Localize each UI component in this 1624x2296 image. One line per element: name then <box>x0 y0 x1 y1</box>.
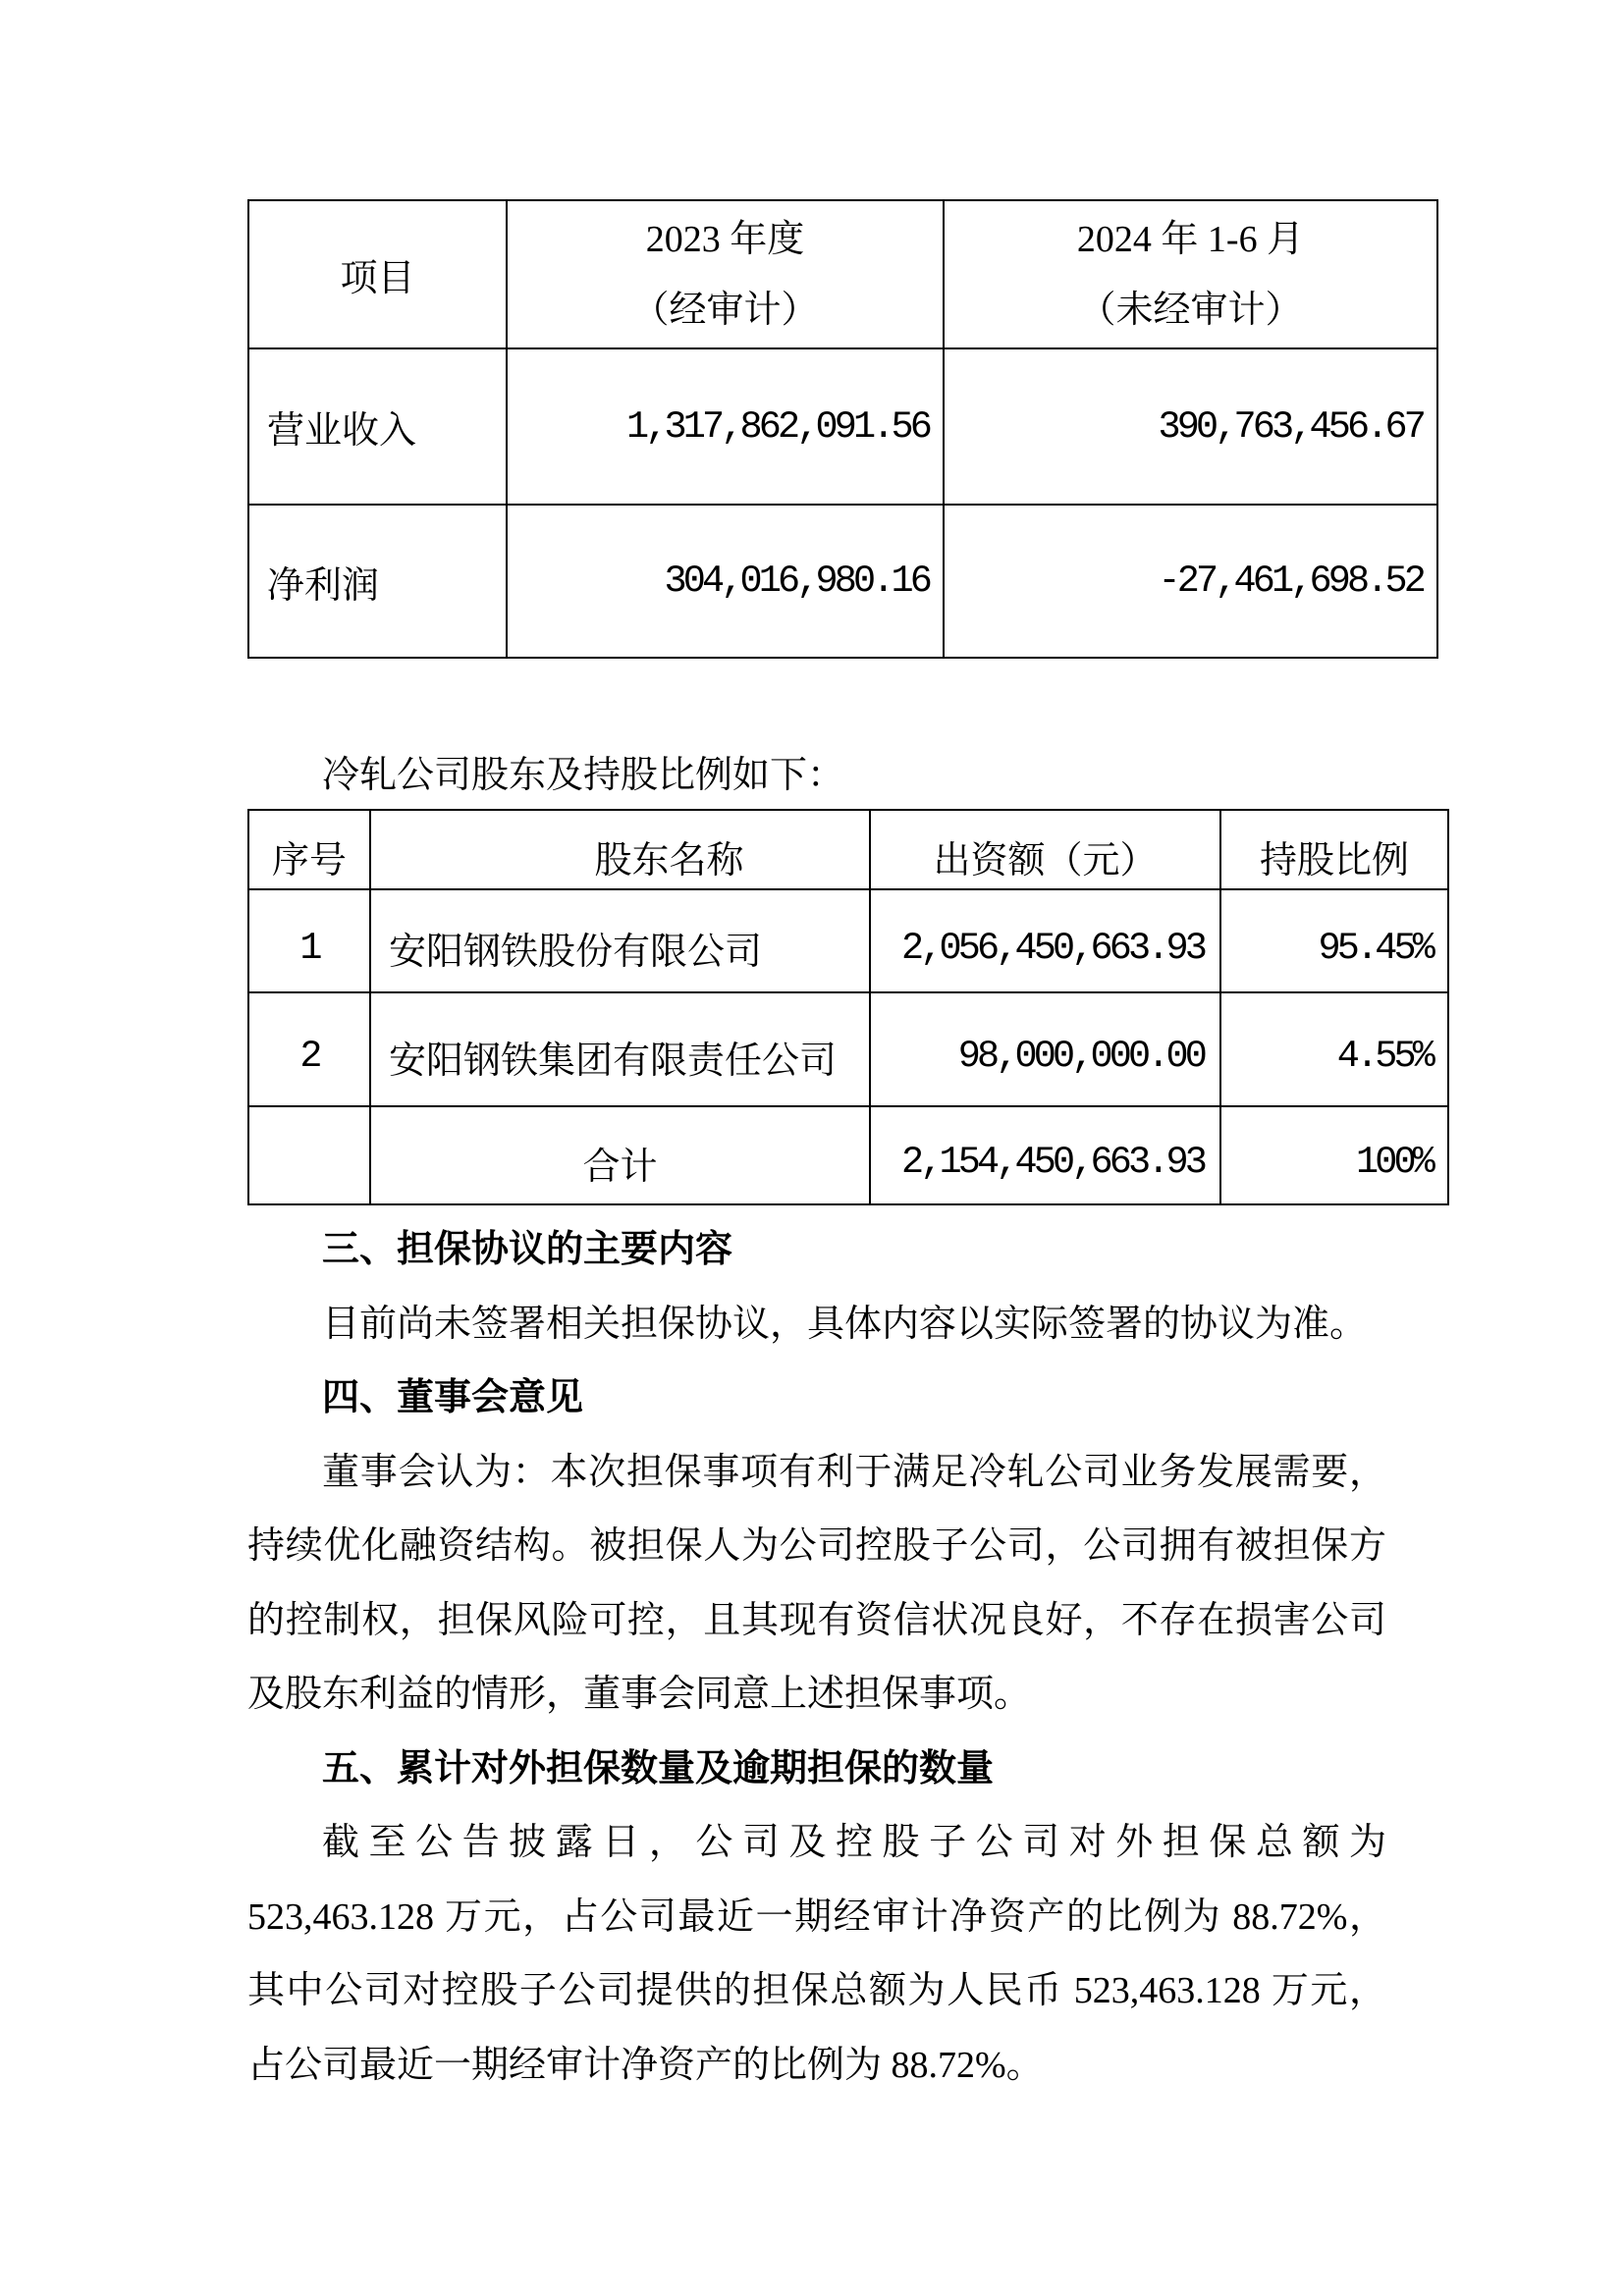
share-ratio: 4.55% <box>1220 992 1448 1106</box>
header-2024-h1 <box>944 200 1437 348</box>
table-header-row <box>248 810 1448 889</box>
paragraph-line: 董事会认为：本次担保事项有利于满足冷轧公司业务发展需要， <box>322 1451 1386 1493</box>
total-share-ratio: 100% <box>1220 1106 1448 1204</box>
total-capital-amount: 2,154,450,663.93 <box>870 1106 1220 1204</box>
body-text <box>247 1213 1386 2103</box>
header-no: 序号 <box>248 810 370 889</box>
section-board-opinion <box>247 1362 1386 1733</box>
section-heading: 五、累计对外担保数量及逾期担保的数量 <box>322 1747 995 1789</box>
row-label: 营业收入 <box>248 348 507 505</box>
row-no: 1 <box>248 889 370 992</box>
section-cumulative-guarantees <box>247 1733 1386 2104</box>
table-row-revenue <box>248 348 1437 505</box>
table-row-net-profit <box>248 505 1437 658</box>
paragraph-line: 截至公告披露日，公司及控股子公司对外担保总额为 <box>322 1822 1386 1863</box>
header-share-ratio: 持股比例 <box>1220 810 1448 889</box>
header-capital-amount: 出资额（元） <box>870 810 1220 889</box>
paragraph-line: 的控制权，担保风险可控，且其现有资信状况良好，不存在损害公司 <box>247 1599 1386 1641</box>
capital-amount: 2,056,450,663.93 <box>870 889 1220 992</box>
shareholder-name: 安阳钢铁股份有限公司 <box>370 889 870 992</box>
paragraph-line: 其中公司对控股子公司提供的担保总额为人民币 523,463.128 万元， <box>247 1970 1386 2011</box>
value-2023: 304,016,980.16 <box>507 505 944 658</box>
capital-amount: 98,000,000.00 <box>870 992 1220 1106</box>
shareholders-table <box>247 809 1449 1205</box>
shareholders-intro: 冷轧公司股东及持股比例如下： <box>322 755 845 796</box>
header-2023 <box>507 200 944 348</box>
section-guarantee-agreement <box>247 1213 1386 1362</box>
total-label: 合计 <box>370 1106 870 1204</box>
paragraph-line: 占公司最近一期经审计净资产的比例为 88.72%。 <box>247 2044 1044 2086</box>
shareholder-name: 安阳钢铁集团有限责任公司 <box>370 992 870 1106</box>
header-shareholder-name: 股东名称 <box>370 810 870 889</box>
table-row <box>248 889 1448 992</box>
value-2024-h1: -27,461,698.52 <box>944 505 1437 658</box>
table-row <box>248 992 1448 1106</box>
paragraph-line: 523,463.128 万元，占公司最近一期经审计净资产的比例为 88.72%， <box>247 1896 1386 1938</box>
header-2024-audit-status: （未经审计） <box>1078 289 1303 331</box>
share-ratio: 95.45% <box>1220 889 1448 992</box>
header-2024-period: 2024 年 1-6 月 <box>1076 218 1305 260</box>
section-heading: 四、董事会意见 <box>322 1377 584 1418</box>
paragraph-line: 及股东利益的情形，董事会同意上述担保事项。 <box>247 1674 1032 1715</box>
header-2023-period: 2023 年度 <box>645 218 805 260</box>
section-heading: 三、担保协议的主要内容 <box>322 1229 733 1270</box>
row-label: 净利润 <box>248 505 507 658</box>
table-total-row <box>248 1106 1448 1204</box>
value-2023: 1,317,862,091.56 <box>507 348 944 505</box>
paragraph-line: 持续优化融资结构。被担保人为公司控股子公司，公司拥有被担保方 <box>247 1525 1386 1567</box>
header-item: 项目 <box>248 200 507 348</box>
financial-summary-table <box>247 199 1438 659</box>
value-2024-h1: 390,763,456.67 <box>944 348 1437 505</box>
table-header-row <box>248 200 1437 348</box>
row-no-empty <box>248 1106 370 1204</box>
header-2023-audit-status: （经审计） <box>631 289 819 331</box>
row-no: 2 <box>248 992 370 1106</box>
paragraph-line: 目前尚未签署相关担保协议，具体内容以实际签署的协议为准。 <box>322 1303 1368 1345</box>
